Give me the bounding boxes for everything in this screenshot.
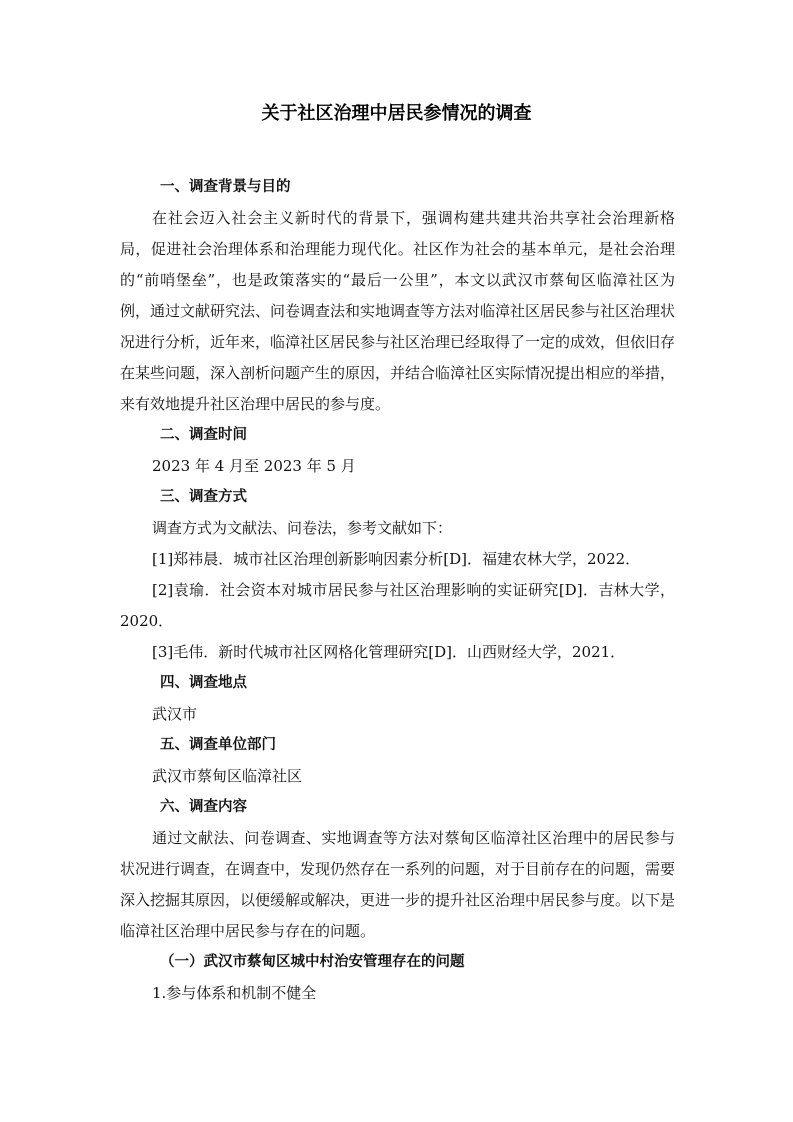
section-paragraph-time: 2023 年 4 月至 2023 年 5 月 [152, 457, 356, 475]
section-paragraph-background: 在社会迈入社会主义新时代的背景下，强调构建共建共治共享社会治理新格局，促进社会治理体系和治理能力现代化。社区作为社会的基本单元，是社会治理的“前哨堡垒”，也是政策落实的“最后一公里”，本文以武汉市蔡甸区临漳社区为例，通过文献研究法、问卷调查法和实地调查等方法对临漳社区居民参与社区治理状况进行分析，近年来，临漳社区居民参与社区治理已经取得了一定的成效，但依旧存在某些问题，深入剖析问题产生的原因，并结合临漳社区实际情况提出相应的举措，来有效地提升社区治理中居民的参与度。 [120, 209, 676, 413]
section-paragraph-location: 武汉市 [152, 705, 198, 723]
subsection-heading: （一）武汉市蔡甸区城中村治安管理存在的问题 [160, 954, 465, 970]
reference-item: [1]郑祎晨．城市社区治理创新影响因素分析[D]．福建农林大学，2022． [152, 550, 641, 568]
section-heading-background: 一、调查背景与目的 [160, 179, 291, 195]
section-paragraph-content: 通过文献法、问卷调查、实地调查等方法对蔡甸区临漳社区治理中的居民参与状况进行调查，在调查中，发现仍然存在一系列的问题，对于目前存在的问题，需要深入挖掘其原因，以便缓解或解决，更进一步的提升社区治理中居民参与度。以下是临漳社区治理中居民参与存在的问题。 [120, 829, 676, 940]
section-paragraph-method-intro: 调查方式为文献法、问卷法，参考文献如下： [152, 519, 453, 537]
document-title: 关于社区治理中居民参情况的调查 [261, 103, 532, 124]
section-heading-time: 二、调查时间 [160, 427, 247, 443]
section-heading-unit: 五、调查单位部门 [160, 737, 276, 753]
reference-item: [2]袁瑜．社会资本对城市居民参与社区治理影响的实证研究[D]．吉林大学，2020． [120, 581, 675, 630]
section-heading-content: 六、调查内容 [160, 799, 247, 815]
reference-item: [3]毛伟．新时代城市社区网格化管理研究[D]．山西财经大学，2021． [152, 643, 626, 661]
section-paragraph-unit: 武汉市蔡甸区临漳社区 [152, 767, 303, 785]
list-item: 1.参与体系和机制不健全 [152, 984, 317, 1002]
section-heading-location: 四、调查地点 [160, 675, 247, 691]
document-body [120, 172, 675, 1009]
section-heading-method: 三、调查方式 [160, 489, 247, 505]
